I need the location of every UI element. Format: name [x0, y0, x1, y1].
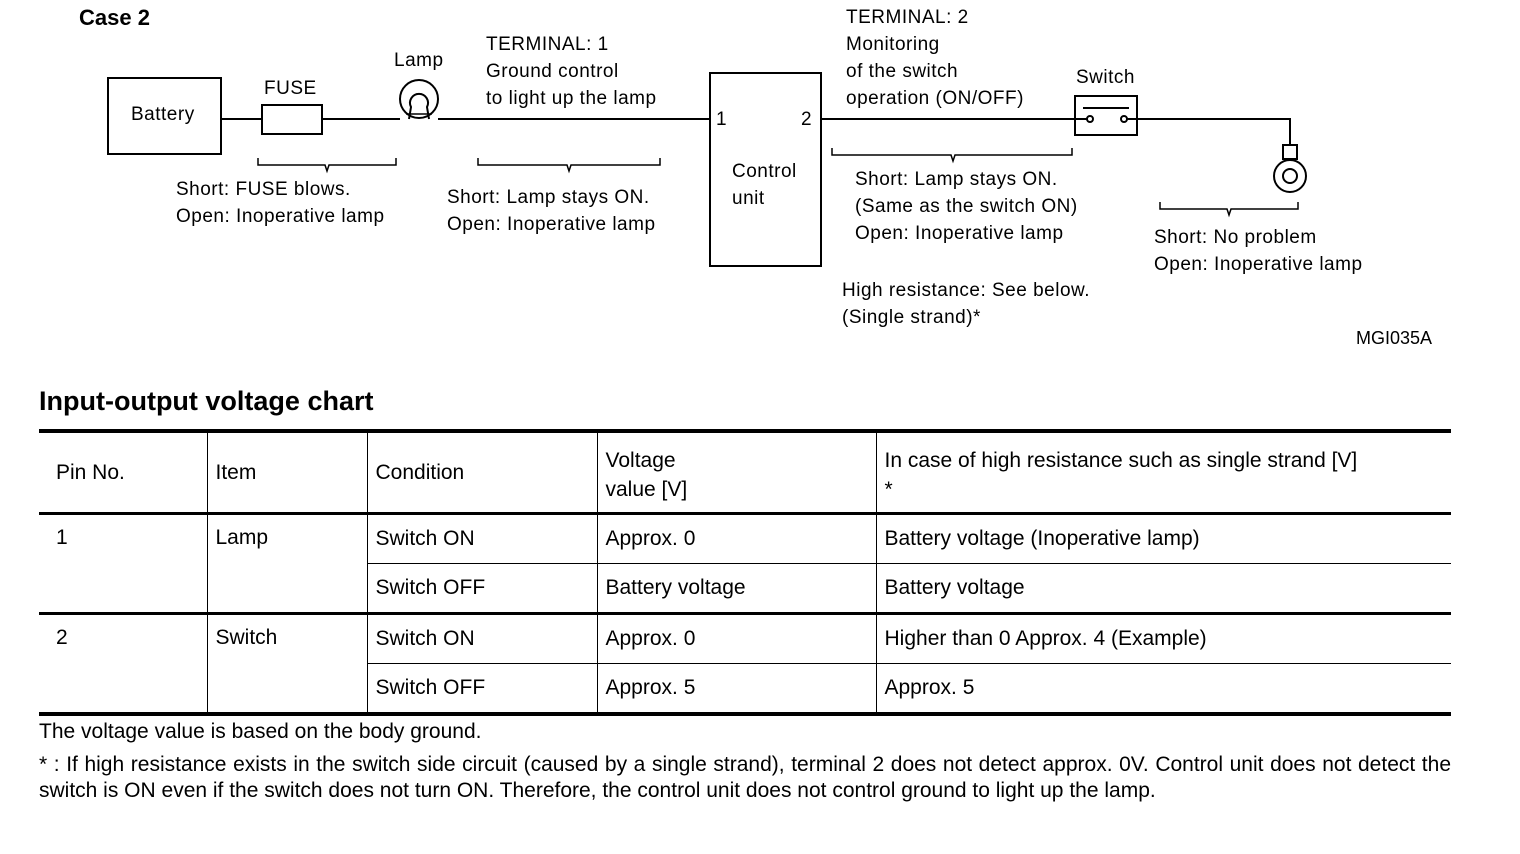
high-resistance-note: High resistance: See below. (Single strand)*: [842, 280, 1090, 328]
cell-voltage: Approx. 0: [597, 613, 876, 663]
terminal-1-label: TERMINAL: 1 Ground control to light up the lamp: [486, 34, 657, 109]
voltage-table: [39, 429, 1451, 716]
fuse-symbol: [262, 105, 322, 134]
terminal-2-label: TERMINAL: 2 Monitoring of the switch operation (ON/OFF): [846, 7, 1024, 109]
ground-terminal-symbol: [1274, 145, 1306, 192]
lamp-label: Lamp: [394, 50, 444, 71]
header-item: Item: [207, 431, 367, 513]
cell-voltage: Battery voltage: [597, 563, 876, 613]
switch-label: Switch: [1076, 67, 1135, 88]
cell-item: Switch: [207, 613, 367, 714]
cell-voltage: Approx. 0: [597, 513, 876, 563]
table-row: [39, 613, 1451, 663]
brace-switch-section: [832, 148, 1072, 161]
chart-title: Input-output voltage chart: [39, 386, 374, 416]
cell-high-resistance: Higher than 0 Approx. 4 (Example): [876, 613, 1451, 663]
brace-lamp-section: [478, 158, 660, 171]
switch-symbol: [1075, 96, 1137, 135]
cell-condition: Switch ON: [367, 513, 597, 563]
cell-pin: 2: [39, 613, 207, 714]
header-pin: Pin No.: [39, 431, 207, 513]
note-body-ground: The voltage value is based on the body ground.: [39, 720, 482, 743]
table-header-row: [39, 431, 1451, 513]
battery-label: Battery: [131, 104, 195, 125]
header-condition: Condition: [367, 431, 597, 513]
cell-high-resistance: Battery voltage: [876, 563, 1451, 613]
cell-pin: 1: [39, 513, 207, 613]
pin-1-label: 1: [716, 109, 728, 130]
figure-id: MGI035A: [1356, 328, 1433, 348]
control-unit-label: Control unit: [732, 161, 797, 209]
cell-high-resistance: Approx. 5: [876, 663, 1451, 714]
brace-fuse-section: [258, 158, 396, 171]
case-title: Case 2: [79, 5, 150, 30]
cell-high-resistance: Battery voltage (Inoperative lamp): [876, 513, 1451, 563]
lamp-symbol: [400, 80, 438, 119]
cell-condition: Switch OFF: [367, 563, 597, 613]
header-high-resistance: In case of high resistance such as single strand [V] *: [876, 431, 1451, 513]
cell-condition: Switch OFF: [367, 663, 597, 714]
cell-condition: Switch ON: [367, 613, 597, 663]
cell-item: Lamp: [207, 513, 367, 613]
wire-switch-ground: [1137, 119, 1290, 145]
lamp-failure-notes: Short: Lamp stays ON. Open: Inoperative lamp: [447, 187, 656, 235]
pin-2-label: 2: [801, 109, 813, 130]
table-row: [39, 513, 1451, 563]
fuse-label: FUSE: [264, 78, 317, 99]
brace-ground-section: [1160, 202, 1298, 215]
header-voltage: Voltage value [V]: [597, 431, 876, 513]
ground-failure-notes: Short: No problem Open: Inoperative lamp: [1154, 227, 1363, 275]
note-high-resistance: * : If high resistance exists in the switch side circuit (caused by a single strand), terminal 2 does not detect approx. 0V. Control unit does not detect the switch is ON even if the switch does not turn ON. Therefore, the control unit does not control ground to light up the lamp.: [39, 753, 1451, 802]
cell-voltage: Approx. 5: [597, 663, 876, 714]
switch-failure-notes: Short: Lamp stays ON. (Same as the switch ON) Open: Inoperative lamp: [855, 169, 1078, 244]
fuse-failure-notes: Short: FUSE blows. Open: Inoperative lamp: [176, 179, 385, 227]
